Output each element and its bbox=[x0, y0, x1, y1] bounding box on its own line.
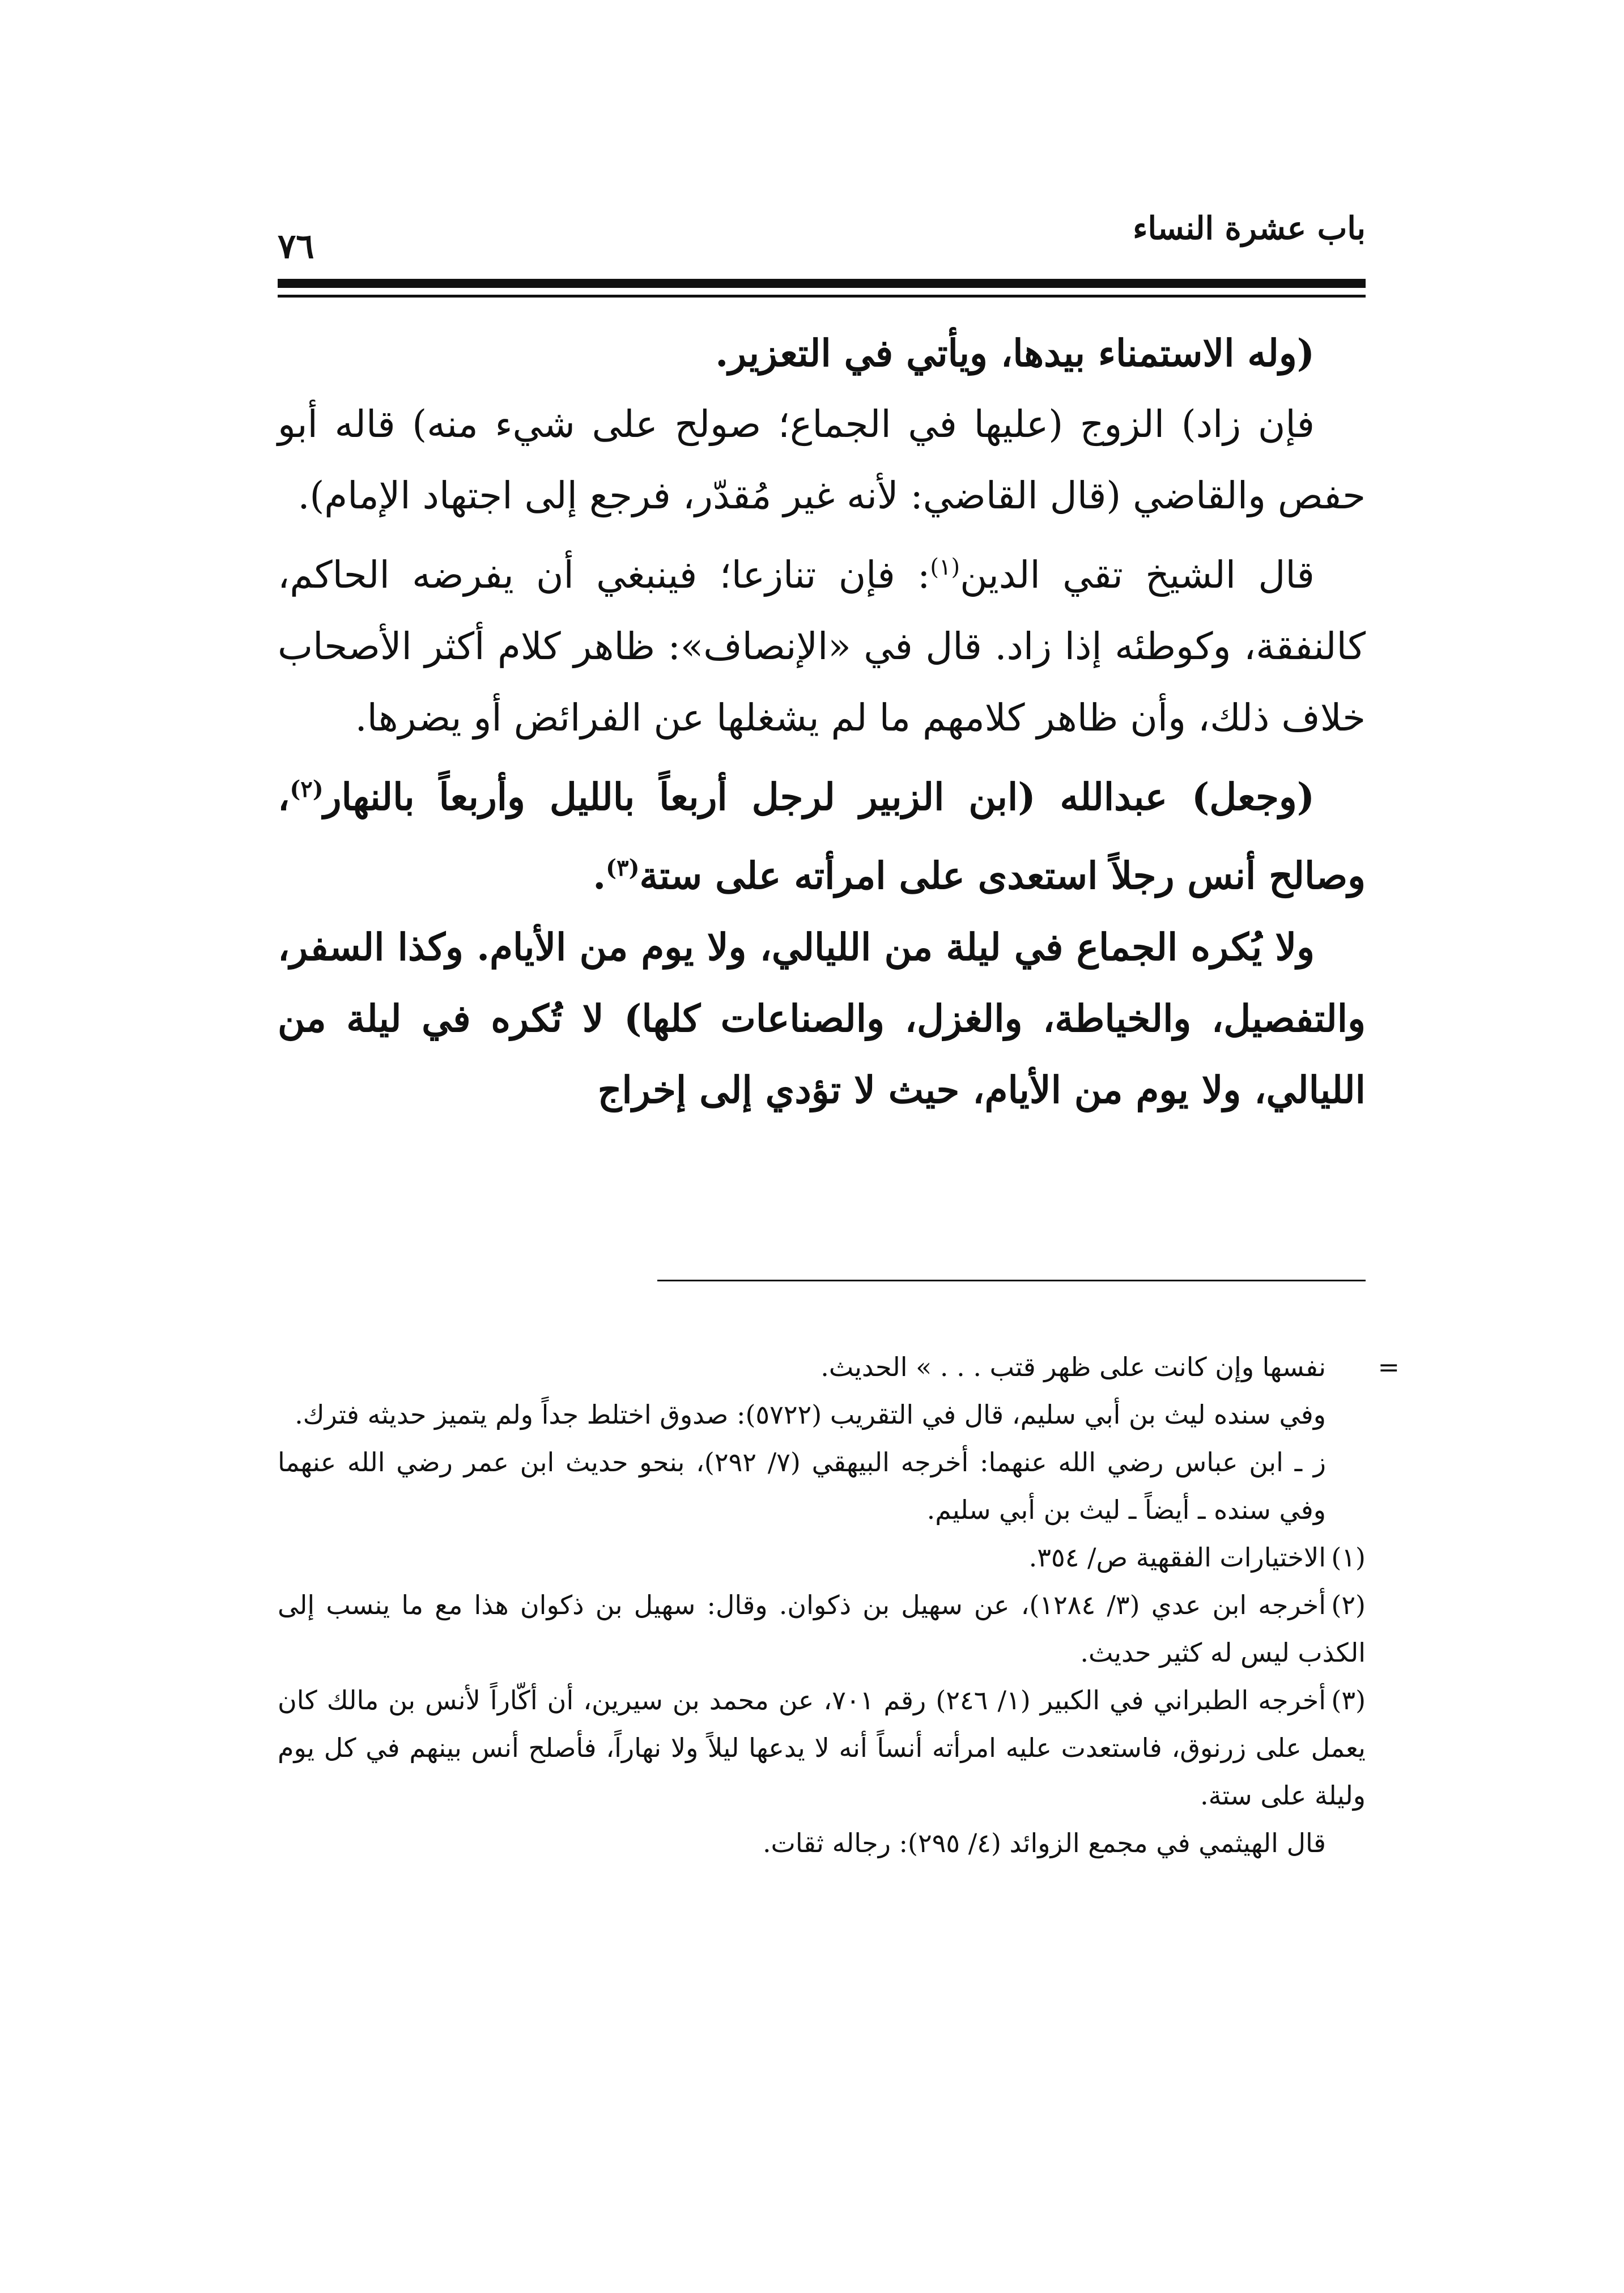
paragraph-text: قال الشيخ تقي الدين bbox=[960, 553, 1315, 597]
footnote-number: (٢) bbox=[1331, 1590, 1366, 1620]
paragraph bbox=[278, 754, 1366, 911]
footnote-text: أخرجه ابن عدي (٣/ ١٢٨٤)، عن سهيل بن ذكوان. وقال: سهيل بن ذكوان هذا مع ما ينسب إلى الكذب ليس له كثير حديث. bbox=[278, 1590, 1366, 1668]
footnote bbox=[278, 1676, 1366, 1819]
footnote-text: أخرجه الطبراني في الكبير (١/ ٢٤٦) رقم ٧٠١، عن محمد بن سيرين، أن أكّاراً لأنس بن مالك كان يعمل على زرنوق، فاستعدت عليه امرأته أنساً أنه لا يدعها ليلاً ولا نهاراً، فأصلح أنس بينهم في كل يوم وليلة على ستة. bbox=[278, 1685, 1366, 1811]
paragraph: ولا يُكره الجماع في ليلة من الليالي، ولا يوم من الأيام. وكذا السفر، والتفصيل، والخياطة، والغزل، والصناعات كلها) لا تُكره في ليلة من الليالي، ولا يوم من الأيام، حيث لا تؤدي إلى إخراج bbox=[278, 925, 1366, 1112]
footnote-continuation: ز ـ ابن عباس رضي الله عنهما: أخرجه البيهقي (٧/ ٢٩٢)، بنحو حديث ابن عمر رضي الله عنهما وفي سنده ـ أيضاً ـ ليث بن أبي سليم. bbox=[278, 1447, 1326, 1525]
footnote-text: نفسها وإن كانت على ظهر قتب . . . » الحديث. bbox=[820, 1352, 1326, 1382]
footnote bbox=[278, 1534, 1366, 1581]
footnote bbox=[278, 1581, 1366, 1676]
paragraph-text: ، وصالح أنس رجلاً استعدى على امرأته على ستة bbox=[278, 775, 1366, 898]
footnote-number: (٣) bbox=[1331, 1685, 1366, 1715]
header-rule-thin bbox=[278, 295, 1366, 298]
footnote-ref: (١) bbox=[930, 554, 960, 580]
continuation-mark: = bbox=[1378, 1352, 1400, 1382]
footnote: قال الهيثمي في مجمع الزوائد (٤/ ٢٩٥): رجاله ثقات. bbox=[762, 1828, 1326, 1858]
footnote-ref: (٢) bbox=[290, 776, 324, 802]
footnote-number: (١) bbox=[1331, 1542, 1366, 1573]
paragraph bbox=[278, 532, 1366, 754]
footnote-continuation bbox=[278, 1343, 1400, 1391]
main-text bbox=[278, 317, 1366, 1126]
footnote-ref: (٣) bbox=[606, 855, 640, 881]
running-header bbox=[278, 210, 1366, 272]
paragraph: فإن زاد) الزوج (عليها في الجماع؛ صولح على شيء منه) قاله أبو حفص والقاضي (قال القاضي: لأنه غير مُقدّر، فرجع إلى اجتهاد الإمام). bbox=[278, 402, 1366, 517]
paragraph-text: . bbox=[593, 853, 606, 898]
text-footnote-separator bbox=[657, 1280, 1366, 1281]
header-rule-thick bbox=[278, 279, 1366, 288]
paragraph: (وله الاستمناء بيدها، ويأتي في التعزير. bbox=[715, 331, 1315, 375]
page-number: ٧٦ bbox=[278, 227, 314, 266]
paragraph-text: : فإن تنازعا؛ فينبغي أن يفرضه الحاكم، كالنفقة، وكوطئه إذا زاد. قال في «الإنصاف»: ظاهر كلام أكثر الأصحاب خلاف ذلك، وأن ظاهر كلامهم ما لم يشغلها عن الفرائض أو يضرها. bbox=[278, 553, 1366, 740]
paragraph-text: (وجعل) عبدالله (ابن الزبير لرجل أربعاً بالليل وأربعاً بالنهار bbox=[323, 775, 1315, 819]
footnotes bbox=[278, 1343, 1400, 1867]
footnote-continuation: وفي سنده ليث بن أبي سليم، قال في التقريب (٥٧٢٢): صدوق اختلط جداً ولم يتميز حديثه فترك. bbox=[295, 1399, 1326, 1430]
chapter-title: باب عشرة النساء bbox=[1133, 210, 1366, 247]
footnote-text: الاختيارات الفقهية ص/ ٣٥٤. bbox=[1028, 1542, 1326, 1573]
